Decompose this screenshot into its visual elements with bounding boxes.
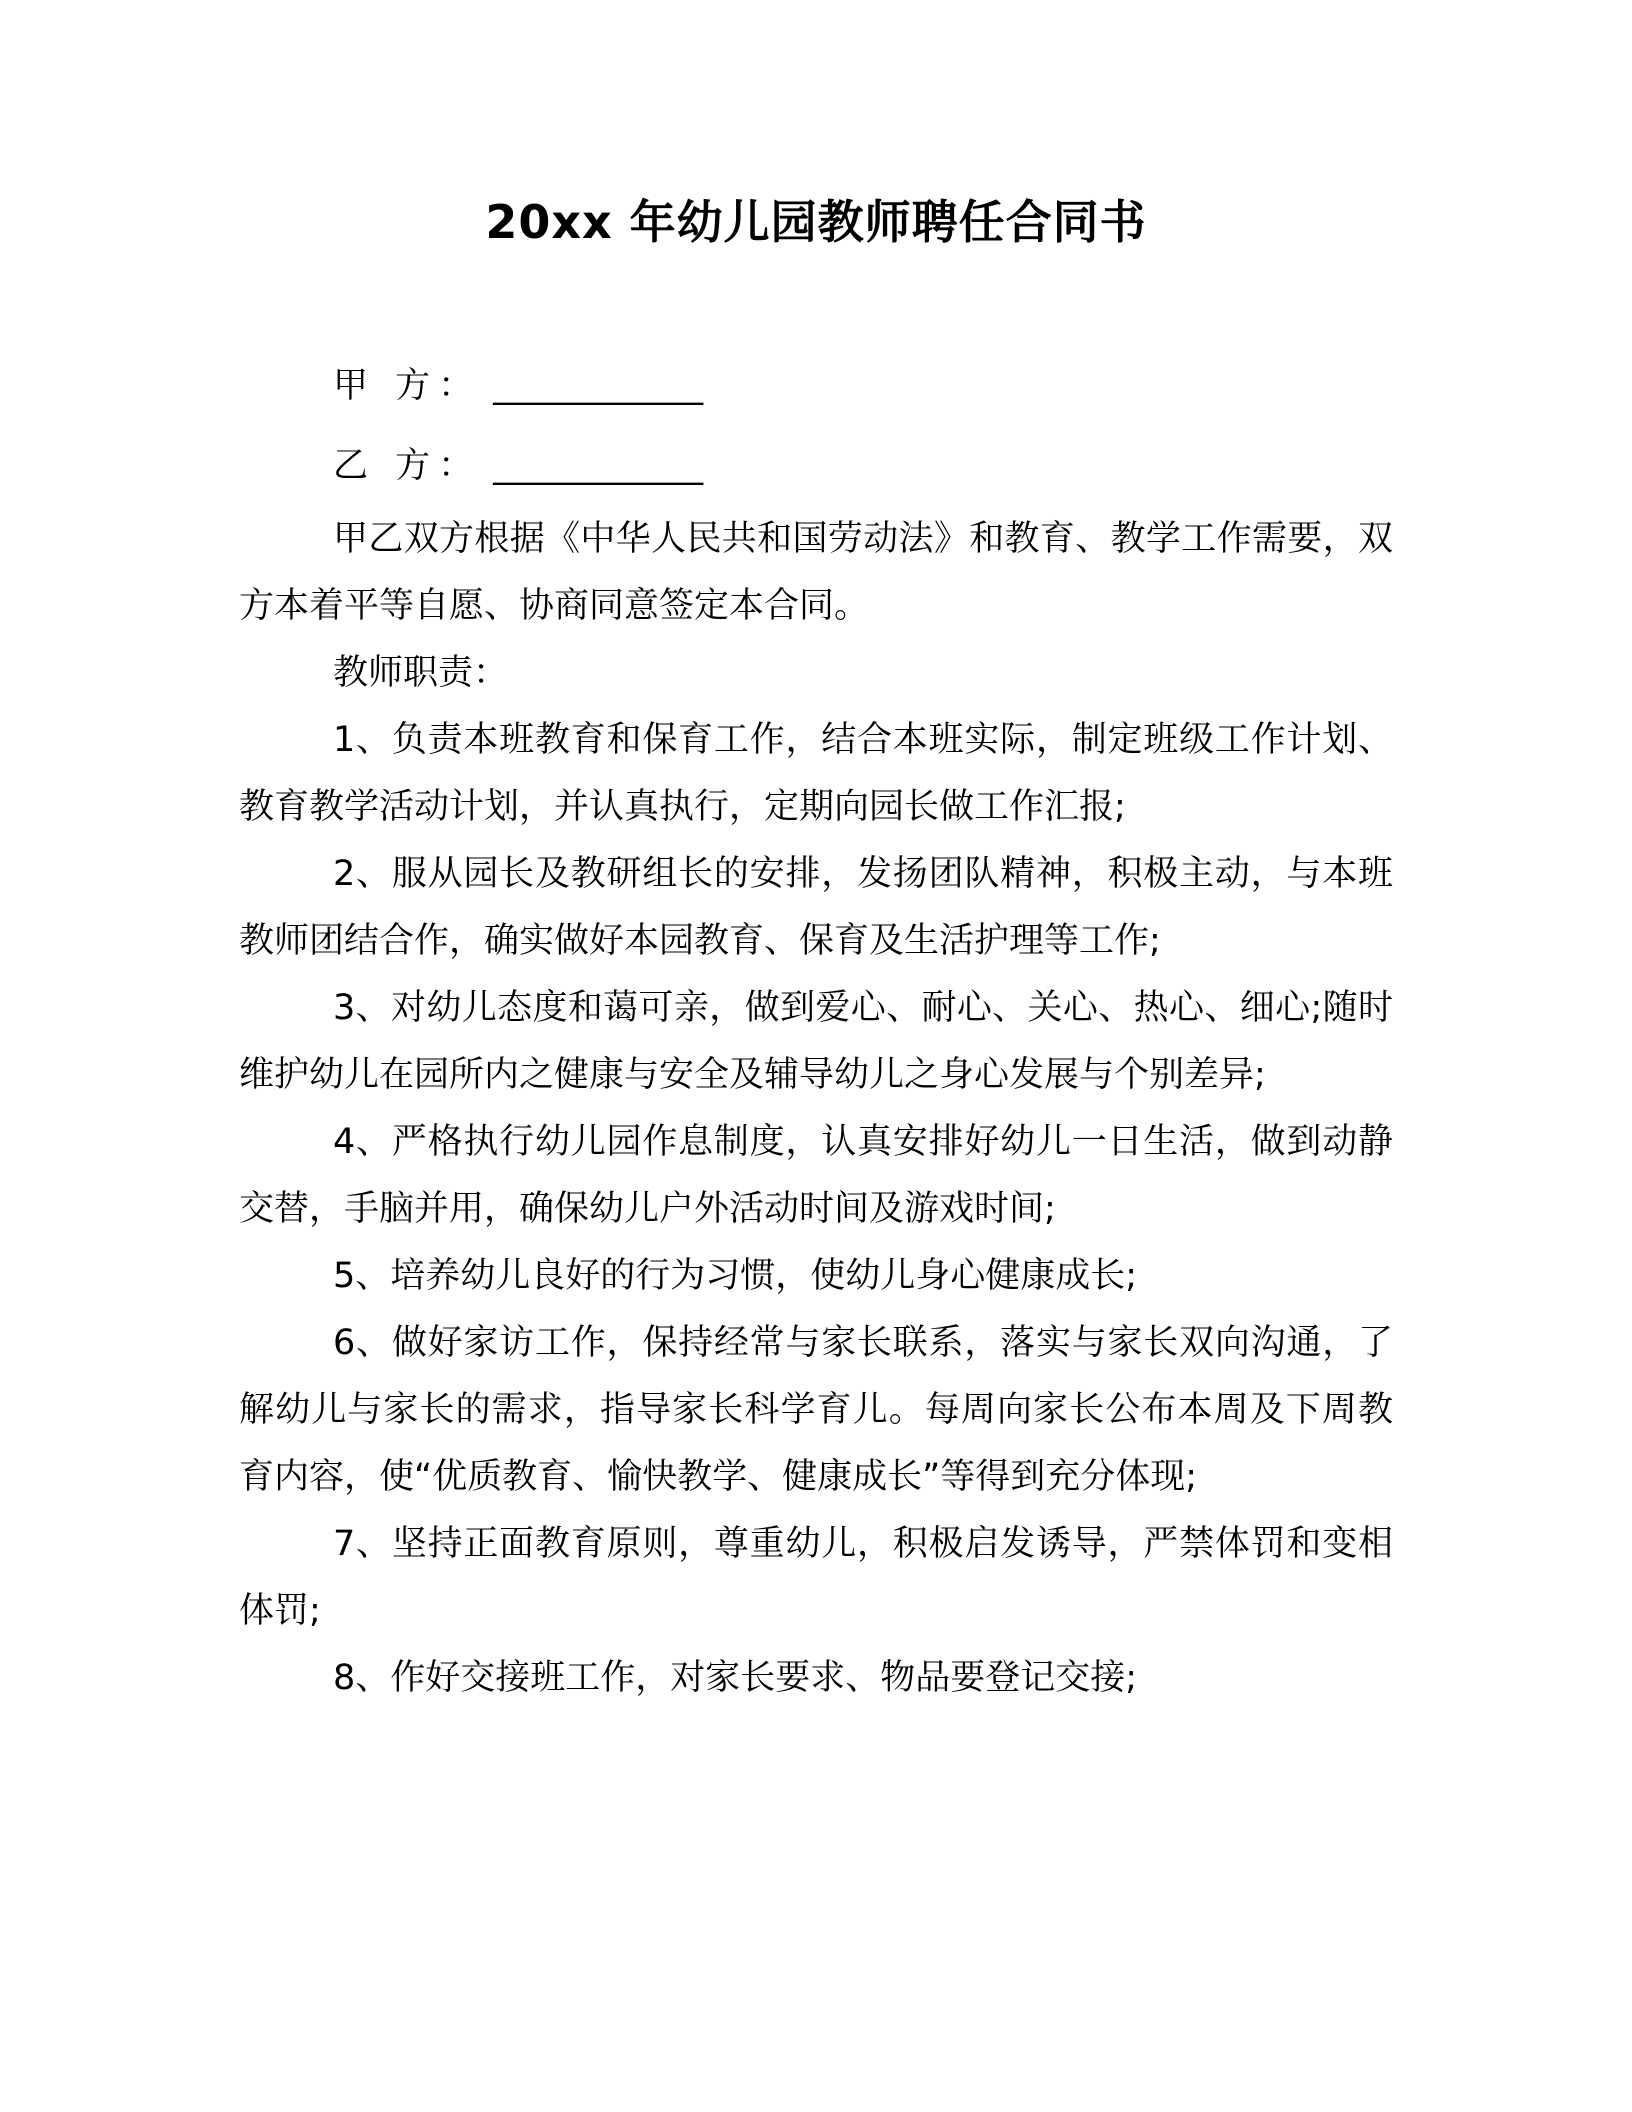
party-a-label: 甲 方：	[333, 366, 482, 406]
document-body	[239, 346, 1393, 1712]
preamble-paragraph: 甲乙双方根据《中华人民共和国劳动法》和教育、教学工作需要，双方本着平等自愿、协商同意签定本合同。	[239, 519, 1393, 626]
duty-item-1: 1、负责本班教育和保育工作，结合本班实际，制定班级工作计划、教育教学活动计划，并认真执行，定期向园长做工作汇报;	[239, 720, 1393, 827]
duty-item-7: 7、坚持正面教育原则，尊重幼儿，积极启发诱导，严禁体罚和变相体罚;	[239, 1524, 1393, 1631]
duty-item-2: 2、服从园长及教研组长的安排，发扬团队精神，积极主动，与本班教师团结合作，确实做好本园教育、保育及生活护理等工作;	[239, 854, 1393, 961]
party-a-line	[333, 346, 1393, 426]
document-title: 20xx 年幼儿园教师聘任合同书	[485, 195, 1147, 249]
party-b-blank: ____________	[493, 446, 704, 486]
duty-item-5: 5、培养幼儿良好的行为习惯，使幼儿身心健康成长;	[333, 1256, 1138, 1296]
duty-item-8: 8、作好交接班工作，对家长要求、物品要登记交接;	[333, 1658, 1138, 1698]
duty-item-6: 6、做好家访工作，保持经常与家长联系，落实与家长双向沟通，了解幼儿与家长的需求，指导家长科学育儿。每周向家长公布本周及下周教育内容，使“优质教育、愉快教学、健康成长”等得到充分体现;	[239, 1323, 1393, 1497]
duty-item-3: 3、对幼儿态度和蔼可亲，做到爱心、耐心、关心、热心、细心;随时维护幼儿在园所内之健康与安全及辅导幼儿之身心发展与个别差异;	[239, 988, 1393, 1095]
party-b-label: 乙 方：	[333, 446, 482, 486]
party-b-line	[333, 426, 1393, 506]
duty-item-4: 4、严格执行幼儿园作息制度，认真安排好幼儿一日生活，做到动静交替，手脑并用，确保幼儿户外活动时间及游戏时间;	[239, 1122, 1393, 1229]
party-a-blank: ____________	[493, 366, 704, 406]
section-heading: 教师职责：	[333, 653, 509, 693]
